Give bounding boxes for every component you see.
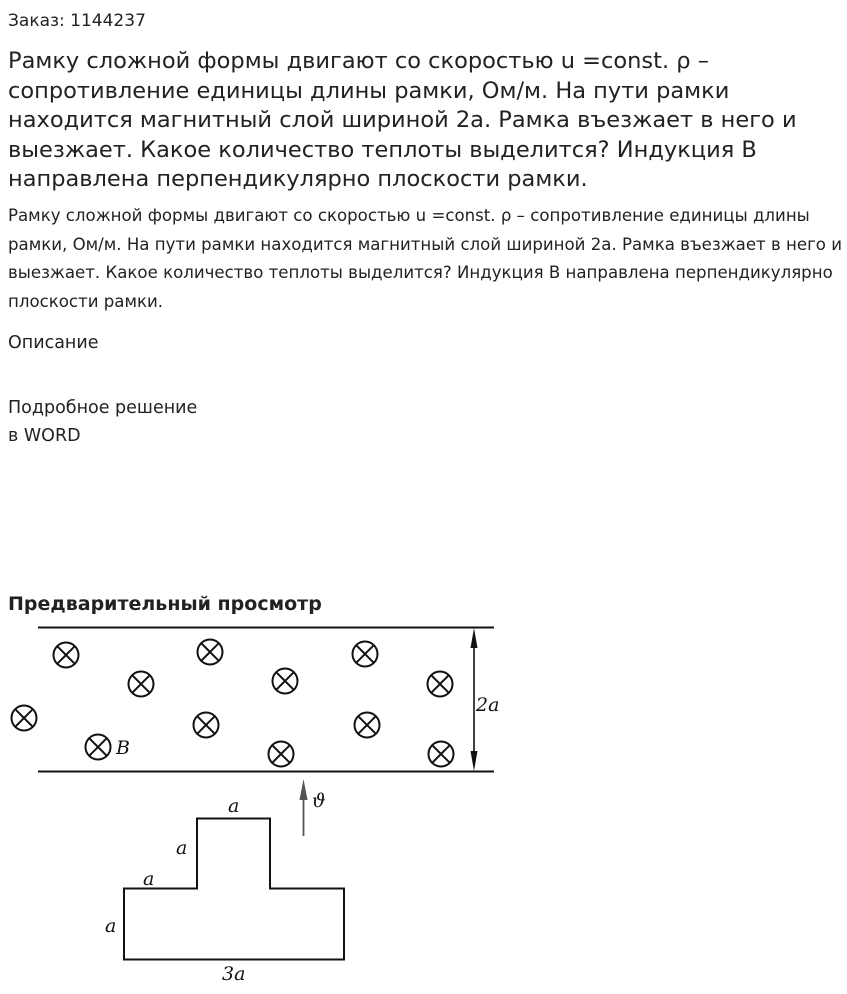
base-label: 3a <box>222 963 246 985</box>
field-into-page-icon <box>273 669 298 694</box>
preview-heading: Предварительный просмотр <box>8 593 322 615</box>
velocity-label: ϑ <box>312 790 326 812</box>
field-into-page-icon <box>194 713 219 738</box>
layer-width-label: 2a <box>476 694 500 716</box>
field-into-page-icon <box>198 640 223 665</box>
field-label: B <box>116 737 130 759</box>
width-arrow-down-icon <box>471 751 478 771</box>
order-number: Заказ: 1144237 <box>8 11 146 31</box>
step-height-label: a <box>176 837 188 859</box>
description-label: Описание <box>8 333 99 353</box>
velocity-arrow-icon <box>300 779 308 800</box>
field-into-page-icon <box>353 642 378 667</box>
solution-info <box>8 394 197 450</box>
solution-line-1: Подробное решение <box>8 398 198 418</box>
solution-line-2: в WORD <box>8 426 81 446</box>
field-into-page-icon <box>12 706 37 731</box>
field-into-page-icon <box>428 672 453 697</box>
field-into-page-icon <box>429 742 454 767</box>
field-into-page-icon <box>269 742 294 767</box>
problem-text: Рамку сложной формы двигают со скоростью u =const. ρ – сопротивление единицы длины рамки, Ом/м. На пути рамки находится магнитный слой шириной 2a. Рамка въезжает в него и выезжает. Какое количество теплоты выделится? Индукция В направлена перпендикулярно плоскости рамки. <box>8 206 843 311</box>
top-edge-label: a <box>228 795 240 817</box>
page-title: Рамку сложной формы двигают со скоростью u =const. ρ – сопротивление единицы длины рамки, Ом/м. На пути рамки находится магнитный слой шириной 2a. Рамка въезжает в него и выезжает. Какое количество теплоты выделится? Индукция В направлена перпендикулярно плоскости рамки. <box>8 48 797 192</box>
width-arrow-up-icon <box>471 628 478 648</box>
shoulder-label: a <box>143 868 155 890</box>
left-height-label: a <box>105 915 117 937</box>
field-into-page-icon <box>86 735 111 760</box>
field-into-page-icon <box>129 672 154 697</box>
field-into-page-icon <box>355 713 380 738</box>
preview-figure <box>0 620 520 994</box>
field-into-page-icon <box>54 643 79 668</box>
frame-shape <box>124 819 344 960</box>
